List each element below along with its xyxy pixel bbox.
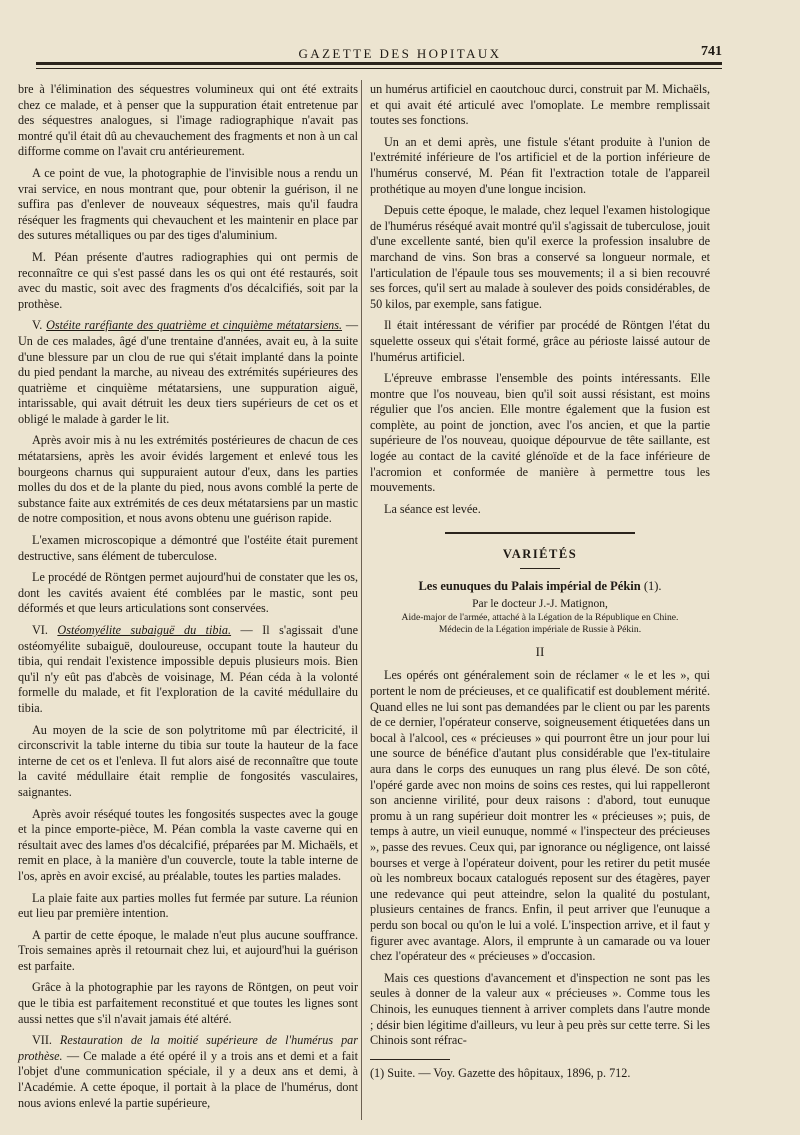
left-column (18, 82, 358, 1117)
author-affiliation: Aide-major de l'armée, attaché à la Légation de la République en Chine. (401, 612, 679, 624)
footnote: (1) Suite. — Voy. Gazette des hôpitaux, 1896, p. 712. (370, 1065, 631, 1080)
paragraph: Un an et demi après, une fistule s'étant produite à l'union de l'extrémité inférieure de l'os artificiel et de la portion inférieure de l'humérus conservé, M. Péan fit l'extraction totale de l'appareil prothétique au moyen d'une longue incision. (370, 134, 710, 196)
paragraph: Il était intéressant de vérifier par procédé de Röntgen l'état du squelette osseux qui s'était formé, grâce au périoste laissé autour de l'humérus artificiel. (370, 318, 710, 364)
section-number: VI. (32, 623, 48, 637)
paragraph: M. Péan présente d'autres radiographies qui ont permis de reconnaître ce qui s'est passé dans les os qui ont été restaurés, soit avec du mastic, soit avec des fragments d'os décalcifiés, soit par la prothèse. (18, 249, 358, 311)
page-number: 741 (701, 44, 722, 59)
paragraph: L'examen microscopique a démontré que l'ostéite était purement destructive, sans élément de tuberculose. (18, 533, 358, 563)
page-header (0, 38, 800, 62)
section-text: — Ce malade a été opéré il y a trois ans et demi et a fait l'objet d'une communication spéciale, il y a deux ans et demi, à l'Académie. A cette époque, il portait à la place de l'humérus, dont nous avions enlevé la partie supérieure, (18, 1048, 358, 1110)
column-divider (361, 80, 362, 1120)
article-title (370, 579, 710, 594)
paragraph: A ce point de vue, la photographie de l'invisible nous a rendu un vrai service, en nous montrant que, pour obtenir la guérison, il ne suffira pas d'enlever de nouveaux séquestres, mais qu'il faudra réséquer les fragments qui chevauchent et les maintenir en place par des sutures métalliques ou par des tiges d'aluminium. (18, 165, 358, 243)
short-rule (520, 568, 560, 569)
section-vi-paragraph (18, 623, 358, 717)
article-author: Par le docteur J.-J. Matignon, (472, 598, 608, 611)
section-title: Restauration de la moitié supérieure de l'humérus par prothèse. (18, 1033, 358, 1063)
footnote-ref: (1). (643, 579, 662, 594)
closing-line: La séance est levée. (384, 501, 481, 516)
paragraph: Après avoir mis à nu les extrémités postérieures de chacun de ces métatarsiens, après les avoir évidés largement et enlevé tous les bourgeons charnus qui suppuraient autour d'eux, dans les parties molles du dos et de la plante du pied, nous avons comblé la perte de substance faite aux extrémités de ces deux métatarsiens par un mastic de notre composition, et nous avons obtenu une guérison rapide. (18, 433, 358, 526)
paragraph: L'épreuve embrasse l'ensemble des points intéressants. Elle montre que l'os nouveau, bien qu'il soit aussi résistant, est moins régulier que l'os ancien. Elle montre également que la fusion est complète, au point de jonction, avec l'os ancien, et que la partie supérieure de l'os nouveau, quoique dépourvue de tête saillante, est logée au contact de la cavité glénoïde et de la face inférieure de l'acromion et conformée de manière à permettre tous les mouvements. (370, 371, 710, 495)
header-rule-thick (36, 62, 722, 65)
right-column (370, 82, 710, 1087)
ornament-divider (370, 523, 710, 541)
paragraph: La plaie faite aux parties molles fut fermée par suture. La réunion eut lieu par première intention. (18, 890, 358, 921)
paragraph: A partir de cette époque, le malade n'eut plus aucune souffrance. Trois semaines après il retournait chez lui, et aujourd'hui la guérison est parfaite. (18, 927, 358, 973)
section-number: VII. (32, 1033, 52, 1048)
footnote-rule (370, 1059, 450, 1060)
section-v-paragraph (18, 318, 358, 427)
paragraph: Mais ces questions d'avancement et d'inspection ne sont pas les seules à donner de la valeur aux « précieuses ». Comme tous les Chinois, les eunuques tiennent à arriver complets dans l'autre monde ; désir bien légitime d'ailleurs, vu leur à peu près sur cette terre. Si les Chinois sont réfrac- (370, 970, 710, 1048)
paragraph: Le procédé de Röntgen permet aujourd'hui de constater que les os, dont les cavités avaient été comblées par le mastic, sont peu déformés et que leurs articulations sont conservées. (18, 570, 358, 616)
journal-title: GAZETTE DES HOPITAUX (298, 46, 502, 61)
article-title-text: Les eunuques du Palais impérial de Pékin (418, 579, 641, 594)
header-rule-thin (36, 68, 722, 69)
paragraph: Grâce à la photographie par les rayons de Röntgen, on peut voir que le tibia est parfaitement reconstitué et que toutes les lignes sont aussi nettes que s'il n'avait jamais été altéré. (18, 980, 358, 1026)
paragraph: Depuis cette époque, le malade, chez lequel l'examen histologique de l'humérus réséqué avait montré qu'il s'agissait de tuberculose, jouit d'une excellente santé, bien qu'il exerce la profession insalubre de marchand de vins. Son bras a conservé sa longueur normale, et l'articulation de l'épaule tous ses mouvements; il a si bien recouvré ses forces, qu'il sert au malade à soulever des poids considérables, de 50 kilos, par exemple, sans fatigue. (370, 203, 710, 311)
author-affiliation: Médecin de la Légation impériale de Russie à Pékin. (438, 624, 642, 636)
section-text: — Un de ces malades, âgé d'une trentaine d'années, avait eu, à la suite d'une blessure par un clou de rue qui s'était implanté dans la pointe du pied pendant la marche, au niveau des extrémités supérieures des quatrième et cinquième métatarsiens, une suppuration aiguë, intarissable, qui avait détruit les deux tiers supérieurs de cet os et obligé le malade à garder le lit. (18, 318, 358, 426)
section-number: V. (32, 318, 43, 333)
section-title: Ostéomyélite subaiguë du tibia. (57, 623, 232, 637)
section-heading: VARIÉTÉS (502, 547, 578, 562)
paragraph: Au moyen de la scie de son polytritome mû par électricité, il circonscrivit la table interne du tibia sur toute la hauteur de la face interne de cet os et l'enleva. Il fut alors aisé de reconnaître que toute la cavité médullaire était remplie de fongosités vasculaires, saignantes. (18, 722, 358, 799)
section-title: Ostéite raréfiante des quatrième et cinquième métatarsiens. (46, 318, 343, 333)
section-vii-paragraph (18, 1033, 358, 1111)
section-text: — Il s'agissait d'une ostéomyélite subaiguë, douloureuse, occupant toute la hauteur du tibia, qui rendait l'existence impossible depuis plusieurs mois. Bien qu'il n'y eût pas d'abcès de voisinage, M. Péan céda à la volonté formelle du malade, et fit l'exploration de la cavité médullaire du tibia. (18, 623, 358, 715)
paragraph: Après avoir réséqué toutes les fongosités suspectes avec la gouge et la pince emporte-pièce, M. Péan combla la vaste caverne qui en résultait avec des lames d'os décalcifié, préparées par M. Michaëls, et remit en place, à la manière d'un couvercle, toute la table interne de l'os, après en avoir excisé, au préalable, toutes les parties malades. (18, 806, 358, 883)
paragraph: un humérus artificiel en caoutchouc durci, construit par M. Michaëls, et qui avait été articulé avec l'omoplate. Le membre remplissait toutes ses fonctions. (370, 82, 710, 128)
part-number: II (535, 644, 545, 660)
paragraph: bre à l'élimination des séquestres volumineux qui ont été extraits chez ce malade, et à penser que la suppuration était entretenue par des séquestres analogues, si l'image radiographique n'avait pas montré qu'il était dû au chevauchement des fragments et non à un cal difforme comme on l'avait cru antérieurement. (18, 82, 358, 159)
paragraph: Les opérés ont généralement soin de réclamer « le et les », qui portent le nom de précieuses, et ce qualificatif est doublement mérité. Quand elles ne lui sont pas demandées par le client ou par les parents de ce dernier, l'opérateur conserve, soigneusement étiquetées dans un bocal à l'alcool, ces « précieuses » qui pourront être un jour pour lui une source de bénéfice d'autant plus considérable que l'ex-titulaire aura dans le corps des eunuques un rang plus élevé. De son côté, l'opéré garde avec non moins de soins ces restes, qui lui rappelleront son ancienne virilité, pour deux raisons : d'abord, tout eunuque promu à un rang supérieur doit montrer les « précieuses »; puis, de temps à autre, un vieil eunuque, nommé « l'inspecteur des précieuses », passe des revues. Ceux qui, par ignorance ou négligence, ont laissé bourses et verge à l'opérateur doivent, pour les retirer du petit musée où les nombreux bocaux catalogués reposent sur des étagères, payer une redevance qui peut atteindre, selon la qualité du postulant, plusieurs centaines de francs. Enfin, il peut arriver que l'eunuque a perdu son bocal ou qu'on le lui a volé. L'inspection arrive, et il faut y figurer avec avantage. Alors, il emprunte à un camarade ou va louer chez l'opérateur des « précieuses » d'occasion. (370, 668, 710, 964)
